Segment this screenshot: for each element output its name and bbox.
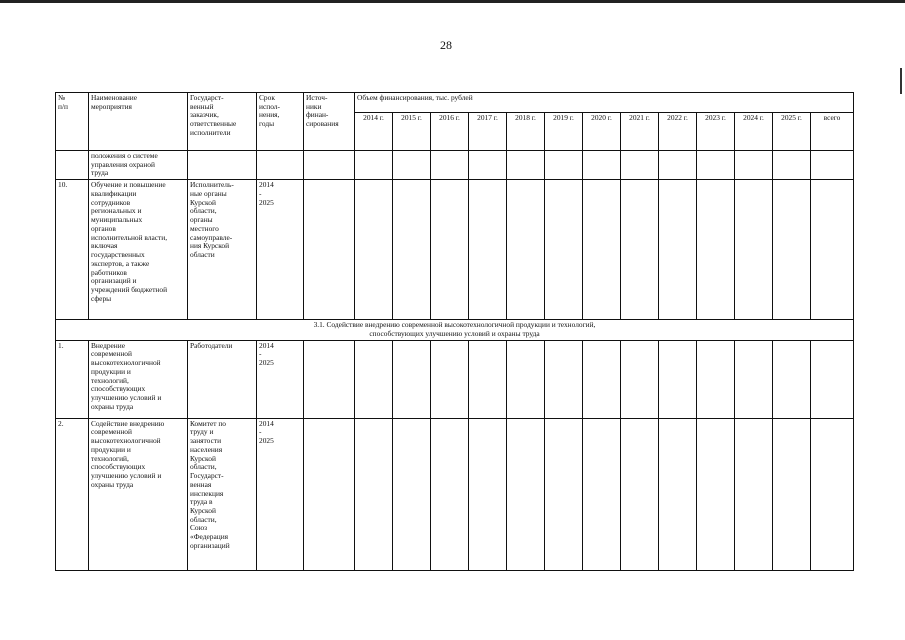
cell [659, 151, 697, 180]
cell [469, 340, 507, 418]
cell [355, 340, 393, 418]
cell [393, 151, 431, 180]
table-row [56, 151, 854, 180]
cell [507, 180, 545, 320]
financing-table [55, 92, 854, 571]
row-term: 2014 - 2025 [257, 418, 304, 570]
cell [469, 180, 507, 320]
cell [621, 180, 659, 320]
cell [811, 418, 854, 570]
cell [697, 418, 735, 570]
header-term: Срок испол- нения, годы [257, 93, 304, 151]
row-name: положения о системе управления охраной труда [89, 151, 188, 180]
cell [773, 418, 811, 570]
cell [393, 180, 431, 320]
scan-edge-mark [900, 68, 902, 94]
row-customer: Исполнитель- ные органы Курской области, органы местного самоуправле- ния Курской области [188, 180, 257, 320]
cell [583, 151, 621, 180]
year-2022: 2022 г. [659, 113, 697, 151]
row-source [304, 418, 355, 570]
cell [469, 151, 507, 180]
cell [621, 340, 659, 418]
cell [355, 151, 393, 180]
cell [393, 340, 431, 418]
row-name: Внедрение современной высокотехнологичной продукции и технологий, способствующих улучшению условий и охраны труда [89, 340, 188, 418]
row-customer [188, 151, 257, 180]
cell [431, 180, 469, 320]
row-num: 1. [56, 340, 89, 418]
row-source [304, 340, 355, 418]
cell [659, 418, 697, 570]
year-2017: 2017 г. [469, 113, 507, 151]
table-row [56, 340, 854, 418]
page-number: 28 [440, 38, 452, 52]
cell [545, 180, 583, 320]
row-term: 2014 - 2025 [257, 180, 304, 320]
year-2016: 2016 г. [431, 113, 469, 151]
row-source [304, 180, 355, 320]
year-2020: 2020 г. [583, 113, 621, 151]
year-2021: 2021 г. [621, 113, 659, 151]
cell [697, 180, 735, 320]
header-volume: Объем финансирования, тыс. рублей [355, 93, 854, 113]
scan-top-edge [0, 0, 905, 3]
cell [431, 418, 469, 570]
header-name: Наименование мероприятия [89, 93, 188, 151]
cell [355, 180, 393, 320]
cell [773, 340, 811, 418]
cell [697, 340, 735, 418]
cell [431, 151, 469, 180]
row-term [257, 151, 304, 180]
section-row [56, 320, 854, 340]
cell [469, 418, 507, 570]
cell [583, 180, 621, 320]
year-2023: 2023 г. [697, 113, 735, 151]
cell [583, 340, 621, 418]
cell [545, 418, 583, 570]
cell [507, 151, 545, 180]
year-total: всего [811, 113, 854, 151]
table-row [56, 180, 854, 320]
cell [659, 180, 697, 320]
cell [621, 418, 659, 570]
cell [735, 340, 773, 418]
row-num: 2. [56, 418, 89, 570]
cell [659, 340, 697, 418]
header-source: Источ- ники финан- сирования [304, 93, 355, 151]
cell [773, 151, 811, 180]
cell [811, 180, 854, 320]
row-term: 2014 - 2025 [257, 340, 304, 418]
header-num: № п/п [56, 93, 89, 151]
row-name: Содействие внедрению современной высокотехнологичной продукции и технологий, способствующих улучшению условий и охраны труда [89, 418, 188, 570]
cell [811, 340, 854, 418]
cell [507, 418, 545, 570]
year-2014: 2014 г. [355, 113, 393, 151]
cell [393, 418, 431, 570]
year-2015: 2015 г. [393, 113, 431, 151]
cell [773, 180, 811, 320]
header-customer: Государст- венный заказчик, ответственные исполнители [188, 93, 257, 151]
cell [621, 151, 659, 180]
row-source [304, 151, 355, 180]
cell [735, 180, 773, 320]
year-2019: 2019 г. [545, 113, 583, 151]
cell [507, 340, 545, 418]
row-name: Обучение и повышение квалификации сотрудников региональных и муниципальных органов исполнительной власти, включая государственных экспертов, а также работников организаций и учреждений бюджетной сферы [89, 180, 188, 320]
row-num: 10. [56, 180, 89, 320]
year-2025: 2025 г. [773, 113, 811, 151]
cell [355, 418, 393, 570]
cell [431, 340, 469, 418]
header-row [56, 93, 854, 113]
row-num [56, 151, 89, 180]
cell [545, 340, 583, 418]
section-title: 3.1. Содействие внедрению современной высокотехнологичной продукции и технологий, способствующих улучшению условий и охраны труда [56, 320, 854, 340]
row-customer: Работодатели [188, 340, 257, 418]
row-customer: Комитет по труду и занятости населения Курской области, Государст- венная инспекция труда в Курской области, Союз «Федерация организаций [188, 418, 257, 570]
table-row [56, 418, 854, 570]
cell [583, 418, 621, 570]
year-2018: 2018 г. [507, 113, 545, 151]
cell [735, 151, 773, 180]
year-2024: 2024 г. [735, 113, 773, 151]
cell [545, 151, 583, 180]
cell [735, 418, 773, 570]
cell [811, 151, 854, 180]
cell [697, 151, 735, 180]
